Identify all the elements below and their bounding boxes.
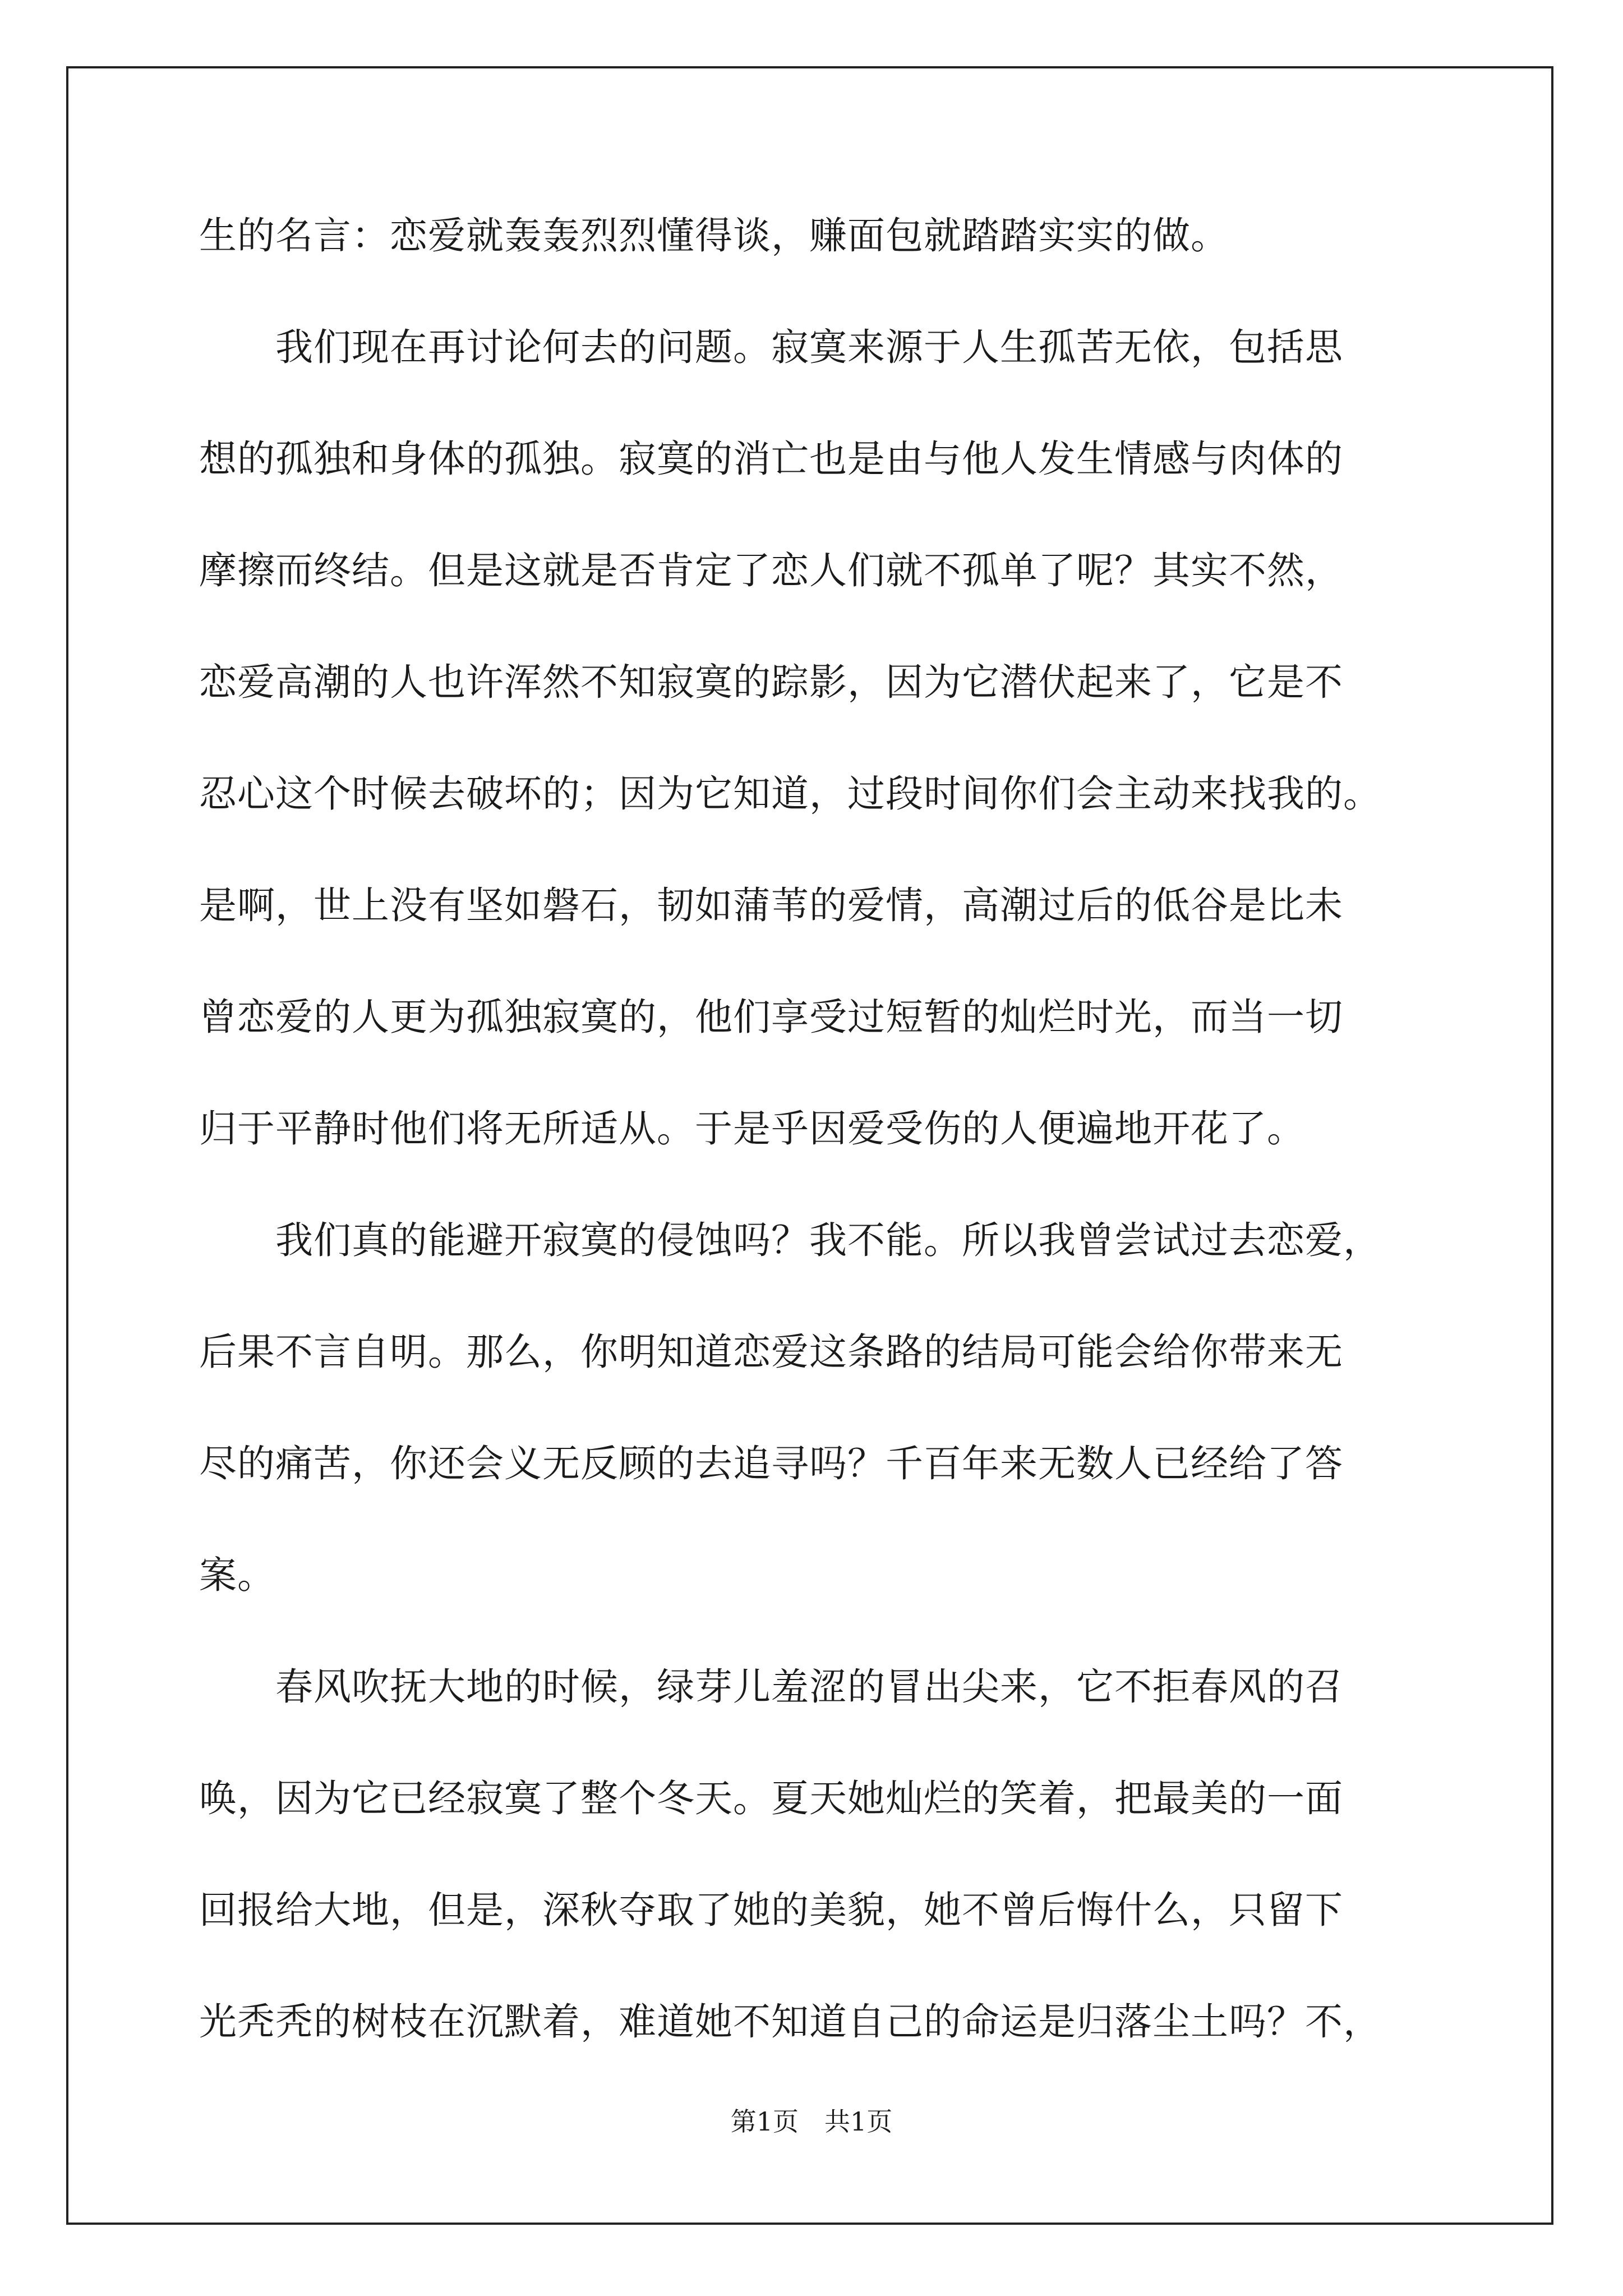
- text-line-content: 是啊，世上没有坚如磐石，韧如蒲苇的爱情，高潮过后的低谷是比未: [199, 884, 1343, 927]
- text-line-content: 后果不言自明。那么，你明知道恋爱这条路的结局可能会给你带来无: [199, 1330, 1343, 1374]
- text-line-content: 摩擦而终结。但是这就是否肯定了恋人们就不孤单了呢？其实不然，: [199, 549, 1343, 592]
- text-line-content: 光秃秃的树枝在沉默着，难道她不知道自己的命运是归落尘土吗？不，: [199, 2000, 1381, 2044]
- page-number-footer: 第1页 共1页: [730, 2106, 893, 2137]
- text-line-content: 案。: [199, 1553, 275, 1597]
- text-line-content: 我们现在再讨论何去的问题。寂寞来源于人生孤苦无依，包括思: [199, 325, 1343, 369]
- text-line-content: 春风吹抚大地的时候，绿芽儿羞涩的冒出尖来，它不拒春风的召: [199, 1665, 1343, 1709]
- text-line-content: 我们真的能避开寂寞的侵蚀吗？我不能。所以我曾尝试过去恋爱，: [199, 1218, 1381, 1262]
- text-line-content: 曾恋爱的人更为孤独寂寞的，他们享受过短暂的灿烂时光，而当一切: [199, 995, 1343, 1039]
- text-line-content: 归于平静时他们将无所适从。于是乎因爱受伤的人便遍地开花了。: [199, 1107, 1305, 1151]
- text-line-content: 唤，因为它已经寂寞了整个冬天。夏天她灿烂的笑着，把最美的一面: [199, 1777, 1343, 1820]
- text-line-content: 生的名言：恋爱就轰轰烈烈懂得谈，赚面包就踏踏实实的做。: [199, 214, 1229, 257]
- text-line-content: 忍心这个时候去破坏的；因为它知道，过段时间你们会主动来找我的。: [199, 772, 1381, 816]
- text-line-content: 恋爱高潮的人也许浑然不知寂寞的踪影，因为它潜伏起来了，它是不: [199, 660, 1343, 704]
- text-line-content: 回报给大地，但是，深秋夺取了她的美貌，她不曾后悔什么，只留下: [199, 1888, 1343, 1932]
- text-line-content: 想的孤独和身体的孤独。寂寞的消亡也是由与他人发生情感与肉体的: [199, 437, 1343, 481]
- text-line-content: 尽的痛苦，你还会义无反顾的去追寻吗？千百年来无数人已经给了答: [199, 1442, 1343, 1485]
